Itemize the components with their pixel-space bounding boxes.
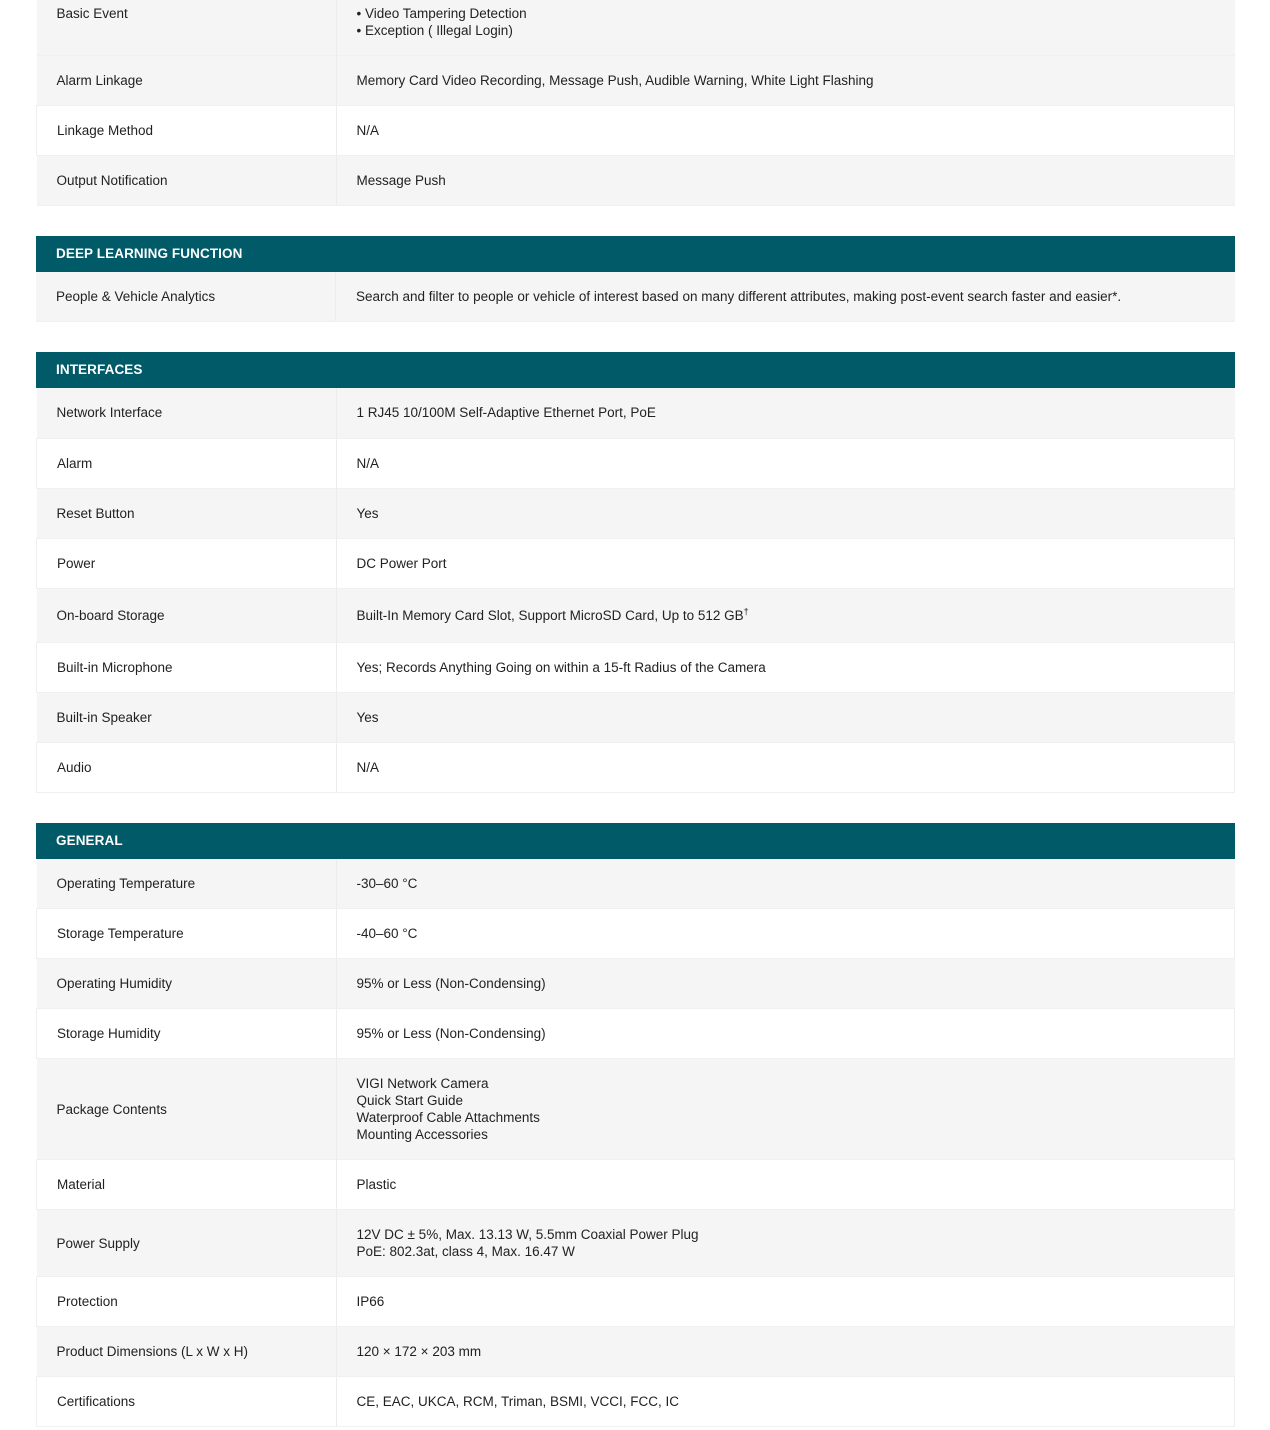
spec-value xyxy=(336,588,1235,642)
spec-label: On-board Storage xyxy=(37,588,337,642)
spec-row xyxy=(37,742,1235,792)
spec-value: N/A xyxy=(336,742,1235,792)
section-header-deep-learning: DEEP LEARNING FUNCTION xyxy=(36,236,1235,272)
spec-value-line: 12V DC ± 5%, Max. 13.13 W, 5.5mm Coaxial Power Plug xyxy=(356,1227,699,1242)
spec-value-text: Built-In Memory Card Slot, Support MicroSD Card, Up to 512 GB xyxy=(356,607,744,623)
spec-value-line: Mounting Accessories xyxy=(356,1127,488,1142)
spec-row xyxy=(37,0,1235,55)
spec-row xyxy=(37,642,1235,692)
spec-value-line: PoE: 802.3at, class 4, Max. 16.47 W xyxy=(356,1244,575,1259)
spec-value: -30–60 °C xyxy=(336,859,1235,909)
spec-label: Alarm xyxy=(37,438,337,488)
spec-label: Output Notification xyxy=(37,155,337,205)
spec-row xyxy=(37,1160,1235,1210)
spec-label: Product Dimensions (L x W x H) xyxy=(37,1327,337,1377)
spec-row xyxy=(37,55,1235,105)
spec-label: Package Contents xyxy=(37,1059,337,1160)
general-spec-table xyxy=(36,859,1235,1428)
spec-value xyxy=(336,1210,1235,1277)
spec-row xyxy=(37,909,1235,959)
spec-label: Basic Event xyxy=(37,0,337,55)
spec-value: Yes xyxy=(336,488,1235,538)
spec-value: Yes xyxy=(336,692,1235,742)
spec-label: Linkage Method xyxy=(37,105,337,155)
spec-value: DC Power Port xyxy=(336,538,1235,588)
spec-label: Network Interface xyxy=(37,388,337,438)
spec-row xyxy=(37,588,1235,642)
section-header-general: GENERAL xyxy=(36,823,1235,859)
spec-row xyxy=(37,1210,1235,1277)
spec-label: Built-in Speaker xyxy=(37,692,337,742)
spec-label: People & Vehicle Analytics xyxy=(36,272,336,322)
spec-row xyxy=(37,105,1235,155)
spec-label: Operating Temperature xyxy=(37,859,337,909)
deep-learning-spec-table xyxy=(36,272,1235,323)
spec-value: Yes; Records Anything Going on within a 15-ft Radius of the Camera xyxy=(336,642,1235,692)
spec-label: Storage Humidity xyxy=(37,1009,337,1059)
footnote-mark: † xyxy=(743,606,749,616)
spec-value: N/A xyxy=(336,105,1235,155)
spec-value-line: Quick Start Guide xyxy=(356,1093,464,1108)
spec-row xyxy=(37,538,1235,588)
section-header-interfaces: INTERFACES xyxy=(36,352,1235,388)
spec-row xyxy=(37,1059,1235,1160)
spec-row xyxy=(37,155,1235,205)
spec-row xyxy=(37,1277,1235,1327)
spec-row xyxy=(37,1009,1235,1059)
spec-value-line: Waterproof Cable Attachments xyxy=(356,1110,540,1125)
spec-label: Certifications xyxy=(37,1377,337,1427)
spec-row xyxy=(36,272,1235,322)
spec-value: CE, EAC, UKCA, RCM, Triman, BSMI, VCCI, FCC, IC xyxy=(336,1377,1235,1427)
spec-label: Material xyxy=(37,1160,337,1210)
spec-page xyxy=(36,0,1235,1427)
spec-value: 1 RJ45 10/100M Self-Adaptive Ethernet Port, PoE xyxy=(336,388,1235,438)
spec-label: Alarm Linkage xyxy=(37,55,337,105)
spec-row xyxy=(37,692,1235,742)
spec-value: Search and filter to people or vehicle of interest based on many different attributes, making post-event search faster and easier*. xyxy=(336,272,1236,322)
spec-label: Protection xyxy=(37,1277,337,1327)
spec-row xyxy=(37,1377,1235,1427)
interfaces-spec-table xyxy=(36,388,1235,793)
spec-value: 120 × 172 × 203 mm xyxy=(336,1327,1235,1377)
spec-label: Built-in Microphone xyxy=(37,642,337,692)
spec-value-line: VIGI Network Camera xyxy=(356,1076,489,1091)
spec-value: Plastic xyxy=(336,1160,1235,1210)
spec-label: Operating Humidity xyxy=(37,959,337,1009)
spec-value: 95% or Less (Non-Condensing) xyxy=(336,959,1235,1009)
spec-row xyxy=(37,388,1235,438)
spec-value-line: • Video Tampering Detection xyxy=(356,6,527,21)
spec-value: -40–60 °C xyxy=(336,909,1235,959)
spec-row xyxy=(37,959,1235,1009)
spec-row xyxy=(37,1327,1235,1377)
spec-row xyxy=(37,488,1235,538)
spec-label: Storage Temperature xyxy=(37,909,337,959)
spec-row xyxy=(37,859,1235,909)
spec-value: Message Push xyxy=(336,155,1235,205)
spec-label: Power xyxy=(37,538,337,588)
spec-value xyxy=(336,1059,1235,1160)
spec-value: IP66 xyxy=(336,1277,1235,1327)
spec-value xyxy=(336,0,1235,55)
spec-value: 95% or Less (Non-Condensing) xyxy=(336,1009,1235,1059)
event-spec-table xyxy=(36,0,1235,206)
spec-value-line: • Exception ( Illegal Login) xyxy=(356,23,513,38)
spec-row xyxy=(37,438,1235,488)
spec-label: Reset Button xyxy=(37,488,337,538)
spec-value: Memory Card Video Recording, Message Push, Audible Warning, White Light Flashing xyxy=(336,55,1235,105)
spec-label: Audio xyxy=(37,742,337,792)
spec-value: N/A xyxy=(336,438,1235,488)
spec-label: Power Supply xyxy=(37,1210,337,1277)
